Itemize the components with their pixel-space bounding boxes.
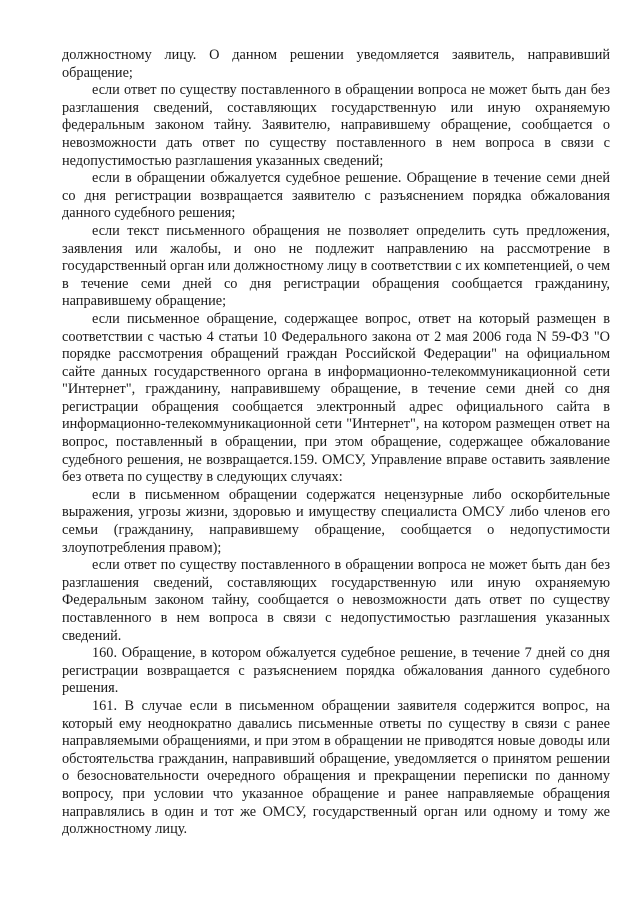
paragraph-161: 161. В случае если в письменном обращении заявителя содержится вопрос, на который ему неоднократно давались письменные ответы по существу в связи с ранее направляемыми обращениями, и при этом в обращении не приводятся новые доводы или обстоятельства гражданин, направивший обращение, уведомляется о принятом решении о безосновательности очередного обращения и прекращении переписки по данному вопросу, при условии что указанное обращение и ранее направляемые обращения направлялись в один и тот же ОМСУ, государственный орган или одному и тому же должностному лицу. [62,697,610,838]
paragraph-160: 160. Обращение, в котором обжалуется судебное решение, в течение 7 дней со дня регистрации возвращается с разъяснением порядка обжалования данного судебного решения. [62,645,610,697]
document-page [62,47,610,839]
paragraph-obscene-language: если в письменном обращении содержатся нецензурные либо оскорбительные выражения, угрозы жизни, здоровью и имуществу специалиста ОМСУ либо членов его семьи (гражданину, направившему обращение, сообщается о недопустимости злоупотребления правом); [62,486,610,556]
paragraph-continuation: должностному лицу. О данном решении уведомляется заявитель, направивший обращение; [62,47,610,81]
paragraph-secret-disclosure: если ответ по существу поставленного в обращении вопроса не может быть дан без разглашения сведений, составляющих государственную или иную охраняемую Федеральным законом тайну, сообщается о невозможности дать ответ по существу поставленного в нем вопроса в связи с недопустимостью разглашения указанных сведений. [62,557,610,644]
paragraph-state-secret: если ответ по существу поставленного в обращении вопроса не может быть дан без разглашения сведений, составляющих государственную или иную охраняемую федеральным законом тайну. Заявителю, направившему обращение, сообщается о невозможности дать ответ по существу поставленного в нем вопроса в связи с недопустимостью разглашения указанных сведений; [62,82,610,169]
paragraph-answer-published: если письменное обращение, содержащее вопрос, ответ на который размещен в соответствии с частью 4 статьи 10 Федерального закона от 2 мая 2006 года N 59-ФЗ "О порядке рассмотрения обращений граждан Российской Федерации" на официальном сайте данных государственного органа в информационно-телекоммуникационной сети "Интернет", гражданину, направившему обращение, в течение семи дней со дня регистрации обращения сообщается электронный адрес официального сайта в информационно-телекоммуникационной сети "Интернет", на котором размещен ответ на вопрос, поставленный в обращении, при этом обращение, содержащее обжалование судебного решения, не возвращается.159. ОМСУ, Управление вправе оставить заявление без ответа по существу в следующих случаях: [62,310,610,486]
paragraph-court-decision: если в обращении обжалуется судебное решение. Обращение в течение семи дней со дня регистрации возвращается заявителю с разъяснением порядка обжалования данного судебного решения; [62,170,610,222]
paragraph-unclear-text: если текст письменного обращения не позволяет определить суть предложения, заявления или жалобы, и оно не подлежит направлению на рассмотрение в государственный орган или должностному лицу в соответствии с их компетенцией, о чем в течение семи дней со дня регистрации обращения сообщается гражданину, направившему обращение; [62,222,610,310]
